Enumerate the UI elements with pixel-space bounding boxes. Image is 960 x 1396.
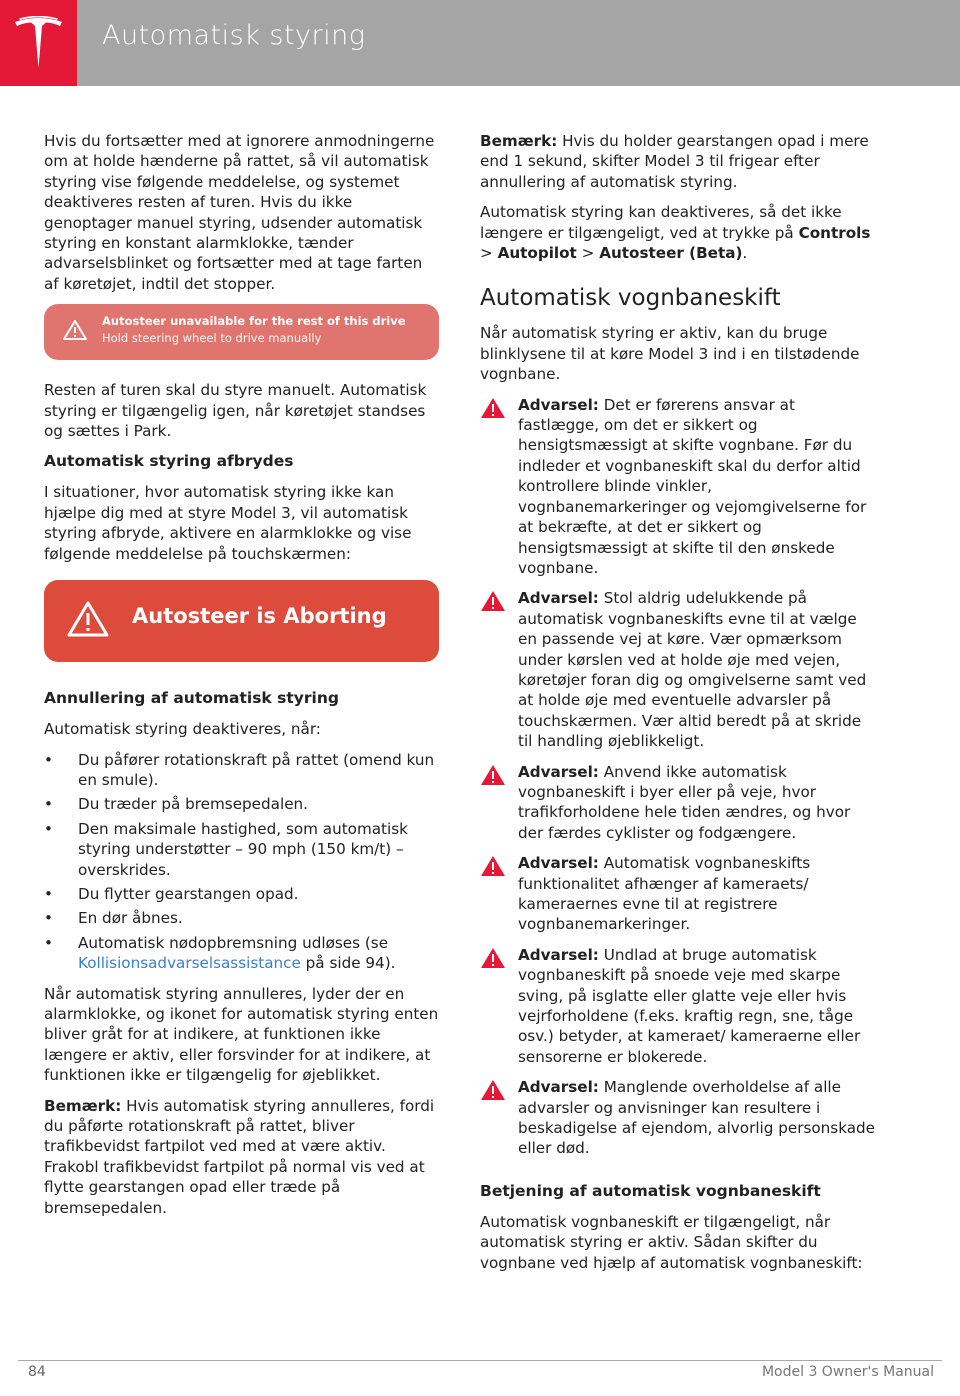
condition-list — [44, 750, 439, 974]
warning-label: Advarsel: — [518, 854, 599, 873]
paragraph: Når automatisk styring annulleres, lyder der en alarmklokke, og ikonet for automatisk styring enten bliver gråt for at indikere, at funktionen ikke længere er aktiv, eller forsvinder for at indikere, at funktionen ikke er tilgængelig for øjeblikket. — [44, 984, 439, 1085]
note: Bemærk: Hvis du holder gearstangen opad i mere end 1 sekund, skifter Model 3 til frigear efter annullering af automatisk styring. — [480, 132, 869, 191]
paragraph: I situationer, hvor automatisk styring ikke kan hjælpe dig med at styre Model 3, vil automatisk styring afbryde, aktivere en alarmklokke og vise følgende meddelelse på touchskærmen: — [44, 483, 412, 563]
banner-line-1: Autosteer unavailable for the rest of this drive — [102, 314, 406, 329]
list-item: • Du påfører rotationskraft på rattet (omend kun en smule). — [44, 750, 435, 789]
paragraph: Hvis du fortsætter med at ignorere anmodningerne om at holde hænderne på rattet, så vil automatisk styring vise følgende meddelelse, og systemet deaktiveres resten af turen. Hvis du ikke genoptager manuel styring, udsender automatisk styring en konstant alarmklokke, tænder advarselsblinket og fortsætter med at tage farten af køretøjet, indtil det stopper. — [44, 132, 435, 293]
bullet: • — [44, 795, 53, 814]
warning-triangle-icon — [66, 600, 110, 638]
warning-block: Advarsel: Anvend ikke automatisk vognbaneskift i byer eller på veje, hvor trafikforholdene hele tiden ændres, og hvor der færdes cyklister og fodgængere. — [480, 762, 878, 844]
menu-path-controls: Controls — [798, 223, 871, 242]
warning-triangle-icon — [480, 764, 506, 786]
page-number: 84 — [28, 1364, 46, 1380]
warning-block: Advarsel: Manglende overholdelse af alle advarsler og anvisninger kan resultere i beskadigelse af ejendom, alvorlig personskade eller død. — [480, 1077, 878, 1159]
bullet: • — [44, 750, 53, 769]
note-label: Bemærk: — [480, 132, 558, 150]
paragraph: Når automatisk styring er aktiv, kan du bruge blinklysene til at køre Model 3 ind i en tilstødende vognbane. — [480, 324, 860, 384]
warning-triangle-icon — [480, 397, 506, 419]
paragraph: Resten af turen skal du styre manuelt. Automatisk styring er tilgængelig igen, når køretøjet standses og sættes i Park. — [44, 381, 427, 441]
banner-line-2: Hold steering wheel to drive manually — [102, 331, 322, 346]
footer-divider — [18, 1360, 942, 1361]
paragraph: Automatisk styring deaktiveres, når: — [44, 720, 321, 739]
warning-label: Advarsel: — [518, 589, 599, 608]
warning-triangle-icon — [480, 1079, 506, 1101]
right-column — [480, 131, 878, 1283]
warning-block: Advarsel: Automatisk vognbaneskifts funktionalitet afhænger af kameraets/ kameraernes evne til at registrere vognbanemarkeringer. — [480, 853, 878, 935]
paragraph: Automatisk styring kan deaktiveres, så det ikke længere er tilgængeligt, ved at trykke på Controls > Autopilot > Autosteer (Beta). — [480, 203, 871, 263]
tesla-logo — [0, 0, 77, 86]
manual-title: Model 3 Owner's Manual — [761, 1364, 934, 1380]
section-heading: Automatisk styring afbrydes — [44, 452, 294, 471]
warning-block: Advarsel: Stol aldrig udelukkende på automatisk vognbaneskifts evne til at vælge en passende vej at køre. Vær opmærksom under kørslen ved at holde øje med vejen, køretøjer foran dig og omgivelserne samt ved at holde øje med eventuelle advarsler på touchskærmen. Vær altid beredt på at skride til handling øjeblikkeligt. — [480, 588, 878, 751]
warning-triangle-icon — [480, 855, 506, 877]
page-title: Automatisk styring — [102, 20, 366, 51]
tesla-logo-icon — [13, 16, 64, 70]
page-header — [0, 0, 960, 86]
banner-text: Autosteer is Aborting — [132, 604, 387, 629]
collision-warning-link[interactable]: Kollisionsadvarselsassistance — [78, 954, 301, 973]
menu-path-autosteer: Autosteer (Beta) — [599, 244, 743, 263]
list-item: • Den maksimale hastighed, som automatisk styring understøtter – 90 mph (150 km/t) – overskrides. — [44, 819, 408, 879]
bullet: • — [44, 819, 53, 838]
warning-triangle-icon — [480, 590, 506, 612]
autosteer-aborting-banner — [44, 580, 439, 662]
list-item: • Du træder på bremsepedalen. — [44, 795, 308, 814]
warning-label: Advarsel: — [518, 1078, 599, 1097]
left-column — [44, 131, 439, 1228]
section-heading: Annullering af automatisk styring — [44, 689, 339, 708]
paragraph: Automatisk vognbaneskift er tilgængeligt, når automatisk styring er aktiv. Sådan skifter du vognbane ved hjælp af automatisk vognbaneskift: — [480, 1212, 863, 1272]
warning-block: Advarsel: Det er førerens ansvar at fastlægge, om det er sikkert og hensigtsmæssigt at skifte vognbane. Før du indleder et vognbaneskift skal du derfor altid kontrollere blinde vinkler, vognbanemarkeringer og vejomgivelserne for at bekræfte, at det er sikkert og hensigtsmæssigt at skifte til den ønskede vognbane. — [480, 395, 878, 579]
bullet: • — [44, 933, 53, 952]
warning-block: Advarsel: Undlad at bruge automatisk vognbaneskift på snoede veje med skarpe sving, på isglatte eller glatte veje eller hvis vejrforholdene (f.eks. kraftig regn, sne, tåge osv.) betyder, at kameraet/ kameraerne eller sensorerne er blokerede. — [480, 945, 878, 1067]
bullet: • — [44, 884, 53, 903]
section-title: Automatisk vognbaneskift — [480, 285, 781, 312]
warning-label: Advarsel: — [518, 945, 599, 964]
warning-triangle-icon — [62, 319, 88, 341]
warning-label: Advarsel: — [518, 762, 599, 781]
bullet: • — [44, 909, 53, 928]
menu-path-autopilot: Autopilot — [497, 244, 577, 263]
note: Bemærk: Hvis automatisk styring annulleres, fordi du påførte rotationskraft på rattet, bliver trafikbevidst fartpilot ved med at være aktiv. Frakobl trafikbevidst fartpilot på normal vis ved at flytte gearstangen opad eller træde på bremsepedalen. — [44, 1096, 435, 1217]
list-item: • Du flytter gearstangen opad. — [44, 884, 299, 903]
warning-label: Advarsel: — [518, 395, 599, 414]
autosteer-unavailable-banner — [44, 304, 439, 360]
note-label: Bemærk: — [44, 1096, 122, 1115]
list-item: • En dør åbnes. — [44, 909, 183, 928]
warning-triangle-icon — [480, 947, 506, 969]
list-item: • Automatisk nødopbremsning udløses (se Kollisionsadvarselsassistance på side 94). — [44, 933, 396, 973]
section-heading: Betjening af automatisk vognbaneskift — [480, 1181, 821, 1200]
